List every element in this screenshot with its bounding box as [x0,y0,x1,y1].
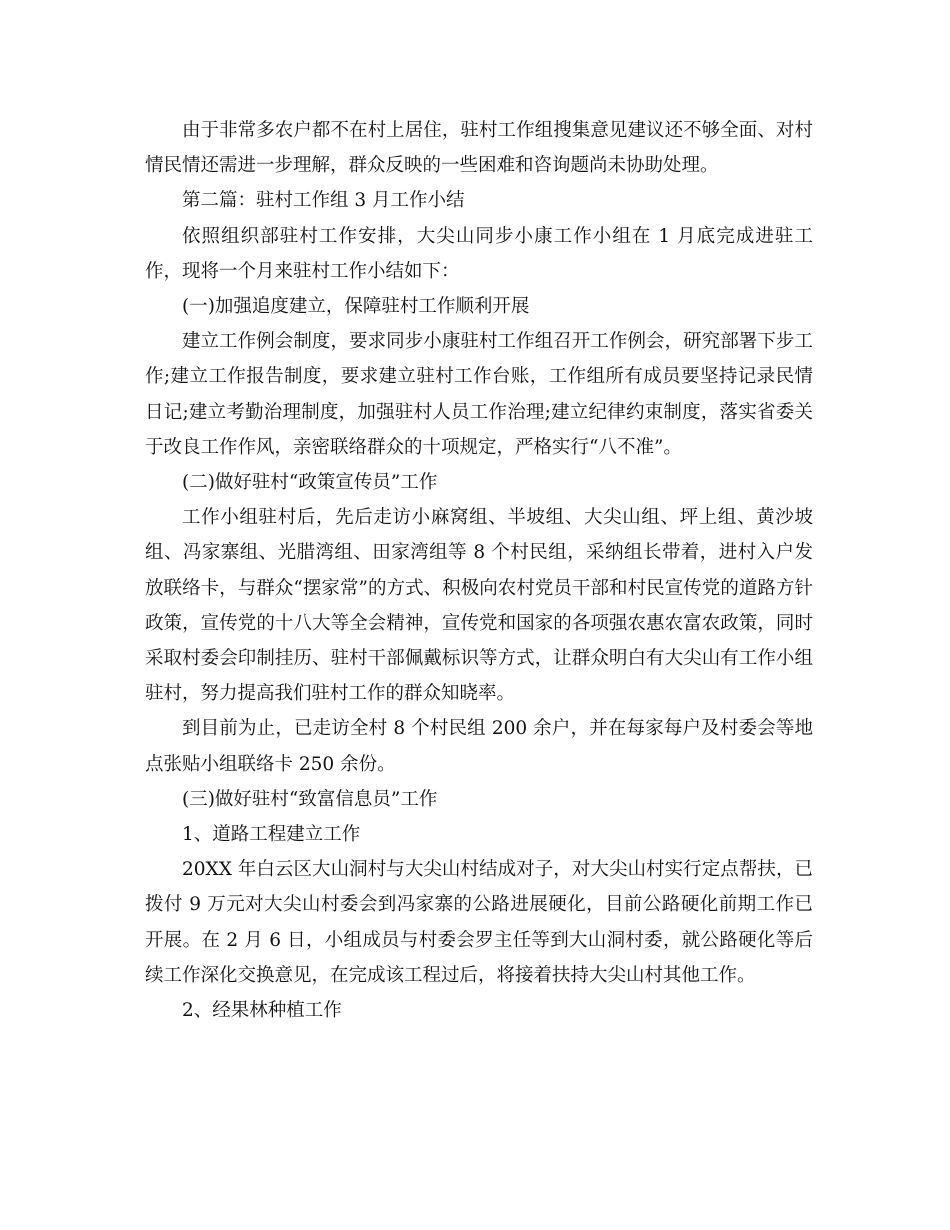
heading-part-two: (二)做好驻村“政策宣传员”工作 [182,472,438,494]
document-body [145,113,813,1028]
subheading-road-project: 1、道路工程建立工作 [182,824,361,846]
paragraph-intro-issues: 由于非常多农户都不在村上居住，驻村工作组搜集意见建议还不够全面、对村情民情还需进一步理解，群众反映的一些困难和咨询题尚未协助处理。 [145,120,813,177]
paragraph-work-arrangement: 依照组织部驻村工作安排，大尖山同步小康工作小组在 1 月底完成进驻工作，现将一个月来驻村工作小结如下： [145,225,813,282]
paragraph-visits: 工作小组驻村后，先后走访小麻窝组、半坡组、大尖山组、坪上组、黄沙坡组、冯家寨组、光腊湾组、田家湾组等 8 个村民组，采纳组长带着，进村入户发放联络卡，与群众“摆家常”的方式、积极向农村党员干部和村民宣传党的道路方针政策，宣传党的十八大等全会精神，宣传党和国家的各项强农惠农富农政策，同时采取村委会印制挂历、驻村干部佩戴标识等方式，让群众明白有大尖山有工作小组驻村，努力提高我们驻村工作的群众知晓率。 [145,507,813,705]
paragraph-systems: 建立工作例会制度，要求同步小康驻村工作组召开工作例会，研究部署下步工作;建立工作报告制度，要求建立驻村工作台账，工作组所有成员要坚持记录民情日记;建立考勤治理制度，加强驻村人员工作治理;建立纪律约束制度，落实省委关于改良工作作风，亲密联络群众的十项规定，严格实行“八不准”。 [145,331,813,458]
section-title-march-summary: 第二篇：驻村工作组 3 月工作小结 [182,190,465,212]
paragraph-road-project: 20XX 年白云区大山洞村与大尖山村结成对子，对大尖山村实行定点帮扶，已拨付 9 万元对大尖山村委会到冯家寨的公路进展硬化，目前公路硬化前期工作已开展。在 2 月 6 日，小组成员与村委会罗主任等到大山洞村委，就公路硬化等后续工作深化交换意见，在完成该工程过后，将接着扶持大尖山村其他工作。 [145,859,813,986]
heading-part-three: (三)做好驻村“致富信息员”工作 [182,788,438,810]
heading-part-one: (一)加强追度建立，保障驻村工作顺利开展 [182,296,530,318]
paragraph-progress: 到目前为止，已走访全村 8 个村民组 200 余户，并在每家每户及村委会等地点张贴小组联络卡 250 余份。 [145,718,813,775]
subheading-orchard: 2、经果林种植工作 [182,1000,342,1022]
